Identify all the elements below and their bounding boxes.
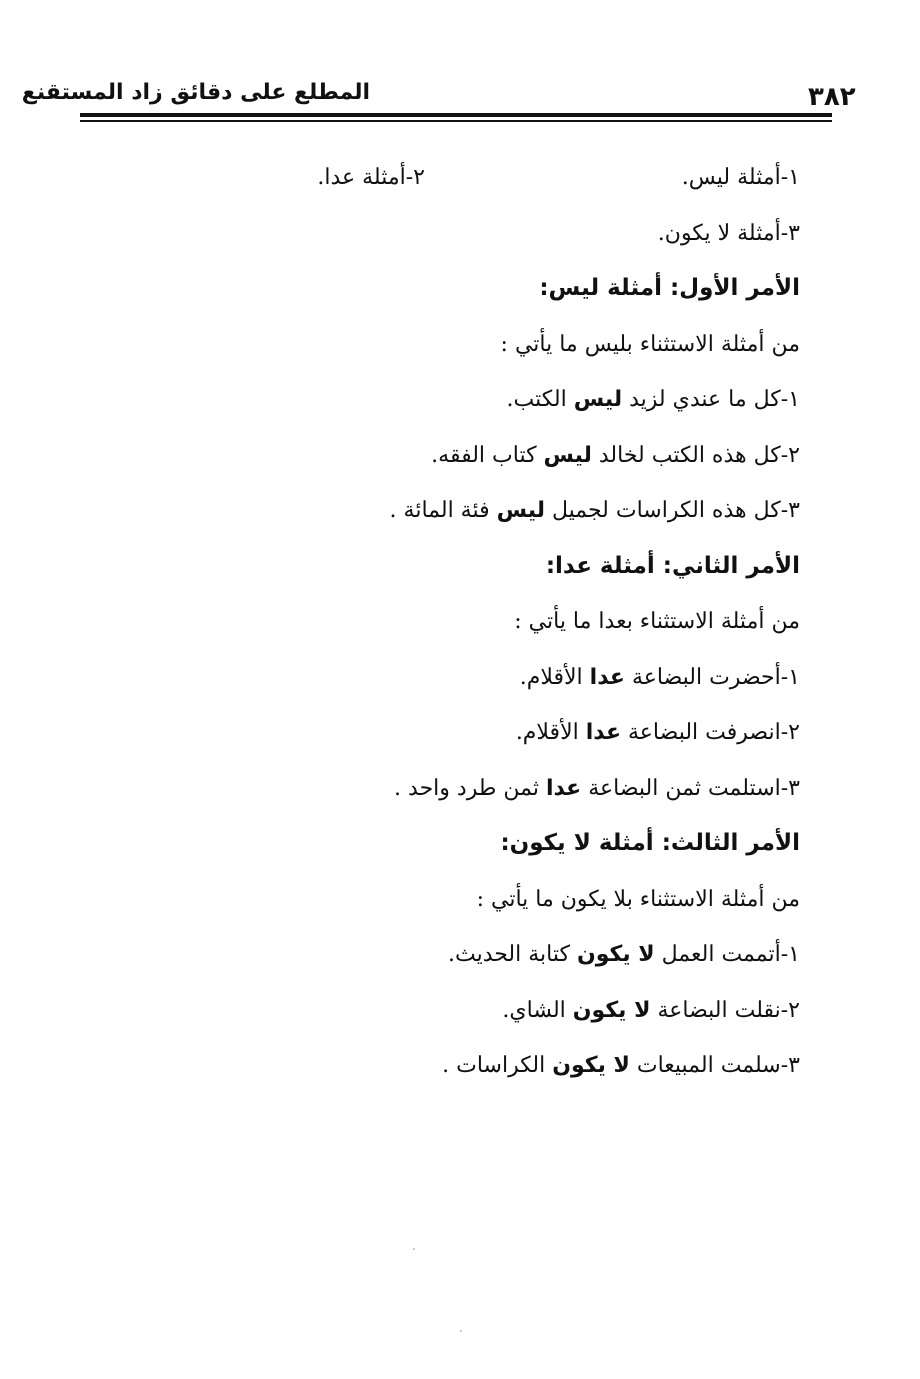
keyword: لا يكون	[576, 942, 655, 967]
example-text: كتابة الحديث.	[447, 942, 577, 967]
section3-example-2	[160, 983, 800, 1039]
keyword: عدا	[585, 720, 622, 745]
keyword: ليس	[573, 387, 623, 412]
example-text: ١-أحضرت البضاعة	[624, 664, 800, 690]
example-text: الأقلام.	[515, 720, 586, 745]
example-text: ٣-سلمت المبيعات	[629, 1053, 800, 1078]
example-text: الكراسات .	[442, 1053, 553, 1078]
keyword: لا يكون	[552, 1053, 630, 1078]
section1-example-2	[160, 428, 800, 484]
scan-speck	[460, 1330, 462, 1332]
section1-example-3	[160, 483, 800, 539]
example-text: ١-أتممت العمل	[654, 942, 800, 967]
example-text: ٢-نقلت البضاعة	[650, 997, 800, 1023]
section3-example-3	[160, 1038, 800, 1094]
section2-example-1	[160, 650, 800, 706]
header-rule-thick	[80, 113, 832, 117]
example-text: ٣-استلمت ثمن البضاعة	[581, 775, 800, 801]
section3-heading: الأمر الثالث: أمثلة لا يكون:	[500, 830, 800, 856]
keyword: ليس	[496, 498, 545, 523]
intro-row	[160, 150, 800, 206]
example-text: الشاي.	[502, 997, 573, 1023]
keyword: لا يكون	[572, 997, 651, 1023]
intro-item-2: ٢-أمثلة عدا.	[317, 165, 425, 190]
example-text: ثمن طرد واحد .	[394, 775, 546, 801]
section3-example-1	[160, 927, 800, 983]
example-text: كتاب الفقه.	[431, 442, 544, 468]
example-text: ١-كل ما عندي لزيد	[622, 387, 800, 412]
example-text: ٢-كل هذه الكتب لخالد	[591, 442, 800, 468]
section1-intro: من أمثلة الاستثناء بليس ما يأتي :	[500, 331, 800, 357]
example-text: ٣-كل هذه الكراسات لجميل	[544, 498, 800, 523]
section3-intro: من أمثلة الاستثناء بلا يكون ما يأتي :	[476, 886, 800, 912]
keyword: عدا	[589, 664, 625, 690]
section2-example-3	[160, 761, 800, 817]
keyword: عدا	[545, 775, 582, 801]
intro-item-1: ١-أمثلة ليس.	[681, 165, 800, 190]
section2-intro: من أمثلة الاستثناء بعدا ما يأتي :	[514, 609, 800, 634]
example-text: فئة المائة .	[389, 498, 497, 523]
section1-example-1	[160, 372, 800, 428]
running-title: المطلع على دقائق زاد المستقنع	[21, 80, 370, 105]
page-number: ٣٨٢	[808, 82, 856, 112]
header-rule-thin	[80, 120, 832, 122]
keyword: ليس	[543, 442, 592, 468]
example-text: ٢-انصرفت البضاعة	[621, 720, 800, 745]
example-text: الكتب.	[506, 387, 574, 412]
page-body	[160, 150, 800, 1094]
intro-item-3: ٣-أمثلة لا يكون.	[657, 220, 800, 246]
section1-heading: الأمر الأول: أمثلة ليس:	[539, 275, 800, 301]
section2-heading: الأمر الثاني: أمثلة عدا:	[545, 552, 800, 579]
example-text: الأقلام.	[519, 664, 590, 690]
scan-speck	[413, 1248, 415, 1250]
section2-example-2	[160, 705, 800, 761]
